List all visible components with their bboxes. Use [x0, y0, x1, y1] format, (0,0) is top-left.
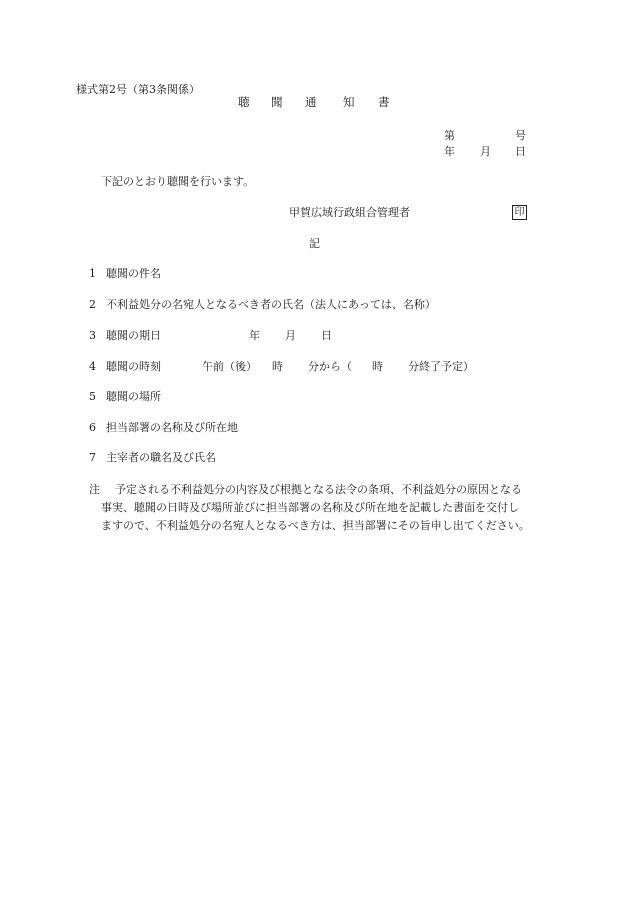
title-char: 書 — [378, 95, 390, 109]
title-char: 通 — [305, 95, 317, 109]
note-line: 事実、聴聞の日時及び場所並びに担当部署の名称及び所在地を記載した書面を交付し — [101, 501, 519, 514]
item-number: 5 — [89, 390, 96, 403]
date-day: 日 — [515, 145, 526, 158]
hearing-time-from: 分から（ — [308, 360, 352, 373]
intro-text: 下記のとおり聴聞を行います。 — [101, 175, 255, 188]
number-dai: 第 — [444, 129, 455, 142]
item-text: 聴聞の件名 — [106, 267, 161, 280]
item-number: 2 — [89, 298, 96, 311]
title-char: 知 — [343, 95, 355, 109]
item-text: 主宰者の職名及び氏名 — [106, 451, 216, 464]
item-number: 6 — [89, 421, 96, 434]
item-number: 4 — [89, 360, 96, 373]
title-char: 聴 — [238, 95, 250, 109]
seal-mark: 印 — [512, 205, 527, 220]
hearing-time-end: 分終了予定） — [408, 360, 474, 373]
item-text: 担当部署の名称及び所在地 — [106, 421, 238, 434]
hearing-time-ampm: 午前（後） — [202, 360, 257, 373]
item-text: 聴聞の時刻 — [106, 360, 161, 373]
ki-heading: 記 — [309, 237, 320, 250]
date-year: 年 — [444, 145, 455, 158]
issuer-name: 甲賀広域行政組合管理者 — [289, 206, 410, 219]
title-char: 聞 — [271, 95, 283, 109]
item-text: 聴聞の場所 — [106, 390, 161, 403]
item-text: 聴聞の期日 — [106, 329, 161, 342]
item-number: 3 — [89, 329, 96, 342]
note-line: ますので、不利益処分の名宛人となるべき方は、担当部署にその旨申し出てください。 — [101, 519, 530, 532]
hearing-date-year: 年 — [249, 329, 260, 342]
hearing-date-day: 日 — [321, 329, 332, 342]
item-text: 不利益処分の名宛人となるべき者の氏名（法人にあっては、名称） — [106, 298, 436, 311]
item-number: 1 — [89, 267, 96, 280]
hearing-time-end-hour: 時 — [372, 360, 383, 373]
date-month: 月 — [480, 145, 491, 158]
note-line: 予定される不利益処分の内容及び根拠となる法令の条項、不利益処分の原因となる — [115, 483, 522, 496]
note-label: 注 — [89, 483, 100, 496]
form-label: 様式第2号（第3条関係） — [76, 83, 200, 96]
hearing-date-month: 月 — [285, 329, 296, 342]
hearing-time-hour: 時 — [272, 360, 283, 373]
number-go: 号 — [515, 129, 526, 142]
item-number: 7 — [89, 451, 96, 464]
